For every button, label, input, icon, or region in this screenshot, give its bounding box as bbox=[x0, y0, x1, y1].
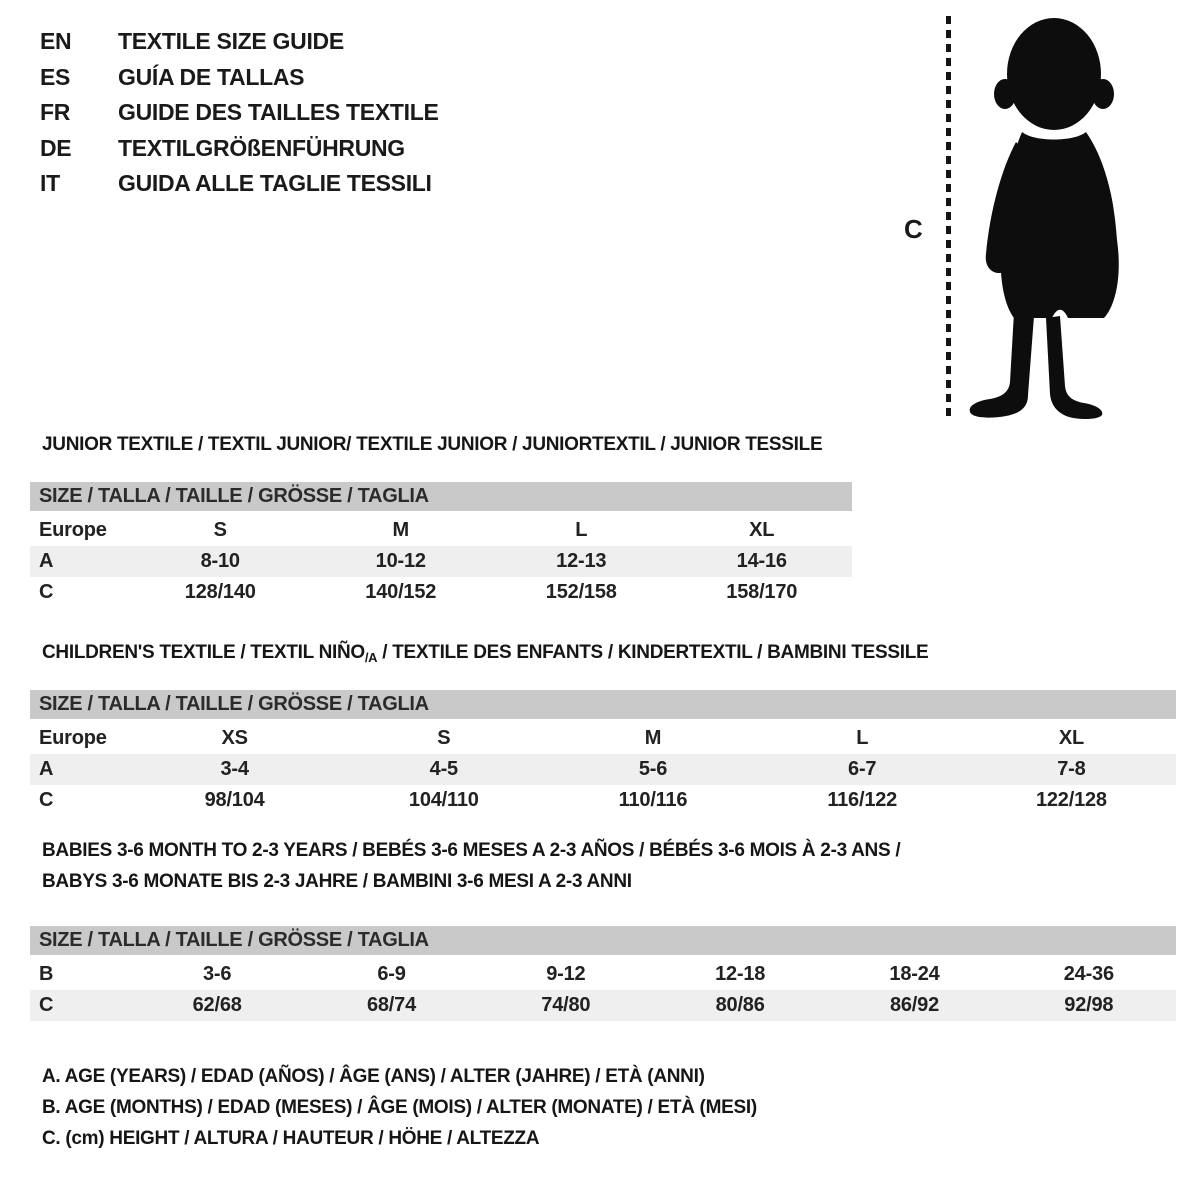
table-row bbox=[30, 577, 852, 608]
table-cell: 18-24 bbox=[889, 963, 940, 985]
lang-code: DE bbox=[40, 134, 72, 161]
table-cell: M bbox=[644, 727, 662, 749]
table-cell: XS bbox=[221, 727, 248, 749]
table-cell: 8-10 bbox=[200, 550, 240, 572]
children-title-subscript: /A bbox=[364, 650, 378, 665]
lang-row-en bbox=[40, 28, 439, 64]
table-row bbox=[30, 785, 1176, 816]
size-header-bar: SIZE / TALLA / TAILLE / GRÖSSE / TAGLIA bbox=[30, 482, 852, 511]
lang-code: FR bbox=[40, 99, 71, 125]
junior-size-table bbox=[30, 482, 852, 608]
table-cell: 24-36 bbox=[1063, 963, 1114, 985]
height-measure-label: C bbox=[904, 214, 923, 244]
table-row bbox=[30, 723, 1176, 754]
lang-label: GUIDA ALLE TAGLIE TESSILI bbox=[118, 170, 432, 196]
table-cell: 110/116 bbox=[618, 789, 688, 811]
lang-label: GUÍA DE TALLAS bbox=[118, 63, 305, 90]
language-title-list bbox=[40, 28, 439, 206]
table-cell: 5-6 bbox=[638, 758, 668, 780]
babies-size-table bbox=[30, 926, 1176, 1021]
lang-code: ES bbox=[40, 63, 71, 90]
size-header-bar: SIZE / TALLA / TAILLE / GRÖSSE / TAGLIA bbox=[30, 926, 1176, 955]
table-cell: 7-8 bbox=[1057, 758, 1086, 780]
table-cell: 9-12 bbox=[546, 963, 586, 985]
table-cell: 86/92 bbox=[889, 994, 939, 1016]
lang-label: GUIDE DES TAILLES TEXTILE bbox=[118, 99, 439, 125]
row-label: B bbox=[39, 963, 54, 985]
lang-row-it bbox=[40, 170, 439, 206]
lang-label: TEXTILGRÖßENFÜHRUNG bbox=[118, 134, 405, 161]
table-cell: L bbox=[856, 727, 869, 749]
table-cell: 12-18 bbox=[715, 963, 766, 985]
lang-row-de bbox=[40, 135, 439, 171]
table-cell: 152/158 bbox=[545, 581, 617, 603]
table-cell: S bbox=[437, 727, 451, 749]
table-cell: 80/86 bbox=[715, 994, 765, 1016]
lang-code: EN bbox=[40, 28, 72, 54]
table-cell: 68/74 bbox=[366, 994, 417, 1016]
children-title-text: CHILDREN'S TEXTILE / TEXTIL NIÑO bbox=[42, 642, 365, 663]
row-label: C bbox=[39, 994, 54, 1016]
lang-row-es bbox=[40, 64, 439, 100]
table-cell: XL bbox=[1058, 727, 1084, 749]
row-label: C bbox=[39, 789, 54, 811]
legend-line-a: A. AGE (YEARS) / EDAD (AÑOS) / ÂGE (ANS) / ALTER (JAHRE) / ETÀ (ANNI) bbox=[42, 1066, 705, 1087]
table-cell: 116/122 bbox=[827, 789, 898, 811]
table-cell: 14-16 bbox=[736, 550, 787, 572]
table-cell: 104/110 bbox=[408, 789, 479, 811]
table-cell: 140/152 bbox=[365, 581, 437, 603]
babies-section-title bbox=[42, 840, 900, 902]
size-header-bar: SIZE / TALLA / TAILLE / GRÖSSE / TAGLIA bbox=[30, 690, 1176, 719]
height-measure-dashed-line bbox=[946, 16, 951, 416]
legend-line-b: B. AGE (MONTHS) / EDAD (MESES) / ÂGE (MOIS) / ALTER (MONATE) / ETÀ (MESI) bbox=[42, 1097, 757, 1118]
table-row bbox=[30, 754, 1176, 785]
row-label: Europe bbox=[39, 519, 107, 541]
table-cell: 3-6 bbox=[203, 963, 232, 985]
table-cell: 74/80 bbox=[541, 994, 591, 1016]
babies-table-rows bbox=[30, 959, 1176, 1021]
table-cell: 158/170 bbox=[726, 581, 798, 603]
table-cell: 3-4 bbox=[220, 758, 249, 780]
children-section-title bbox=[42, 642, 928, 665]
table-row bbox=[30, 990, 1176, 1021]
row-label: Europe bbox=[39, 727, 107, 749]
table-cell: M bbox=[392, 519, 409, 541]
table-cell: 12-13 bbox=[556, 550, 607, 572]
row-label: A bbox=[39, 758, 54, 780]
table-cell: 98/104 bbox=[204, 789, 265, 811]
children-title-text-cont: / TEXTILE DES ENFANTS / KINDERTEXTIL / BAMBINI TESSILE bbox=[377, 642, 929, 663]
row-label: A bbox=[39, 550, 54, 572]
table-cell: 10-12 bbox=[375, 550, 426, 572]
lang-label: TEXTILE SIZE GUIDE bbox=[118, 28, 344, 54]
table-cell: 4-5 bbox=[429, 758, 458, 780]
table-cell: 128/140 bbox=[184, 581, 256, 603]
junior-title-text: JUNIOR TEXTILE / TEXTIL JUNIOR/ TEXTILE JUNIOR / JUNIORTEXTIL / JUNIOR TESSILE bbox=[42, 434, 823, 455]
children-table-rows bbox=[30, 723, 1176, 816]
table-row bbox=[30, 515, 852, 546]
children-size-table bbox=[30, 690, 1176, 816]
legend bbox=[42, 1066, 757, 1159]
row-label: C bbox=[39, 581, 54, 603]
table-row bbox=[30, 546, 852, 577]
table-cell: S bbox=[213, 519, 227, 541]
legend-line-c: C. (cm) HEIGHT / ALTURA / HAUTEUR / HÖHE / ALTEZZA bbox=[42, 1128, 540, 1149]
lang-row-fr bbox=[40, 99, 439, 135]
table-cell: L bbox=[575, 519, 588, 541]
junior-section-title bbox=[42, 434, 822, 456]
table-cell: 6-9 bbox=[377, 963, 406, 985]
table-cell: XL bbox=[749, 519, 775, 541]
babies-title-line2: BABYS 3-6 MONATE BIS 2-3 JAHRE / BAMBINI 3-6 MESI A 2-3 ANNI bbox=[42, 871, 632, 892]
table-cell: 6-7 bbox=[848, 758, 877, 780]
table-cell: 122/128 bbox=[1035, 789, 1107, 811]
table-row bbox=[30, 959, 1176, 990]
babies-title-line1: BABIES 3-6 MONTH TO 2-3 YEARS / BEBÉS 3-6 MESES A 2-3 AÑOS / BÉBÉS 3-6 MOIS À 2-3 ANS / bbox=[42, 840, 901, 861]
table-cell: 62/68 bbox=[192, 994, 242, 1016]
lang-code: IT bbox=[40, 170, 60, 196]
junior-table-rows bbox=[30, 515, 852, 608]
toddler-silhouette-icon bbox=[962, 10, 1152, 422]
table-cell: 92/98 bbox=[1064, 994, 1114, 1016]
